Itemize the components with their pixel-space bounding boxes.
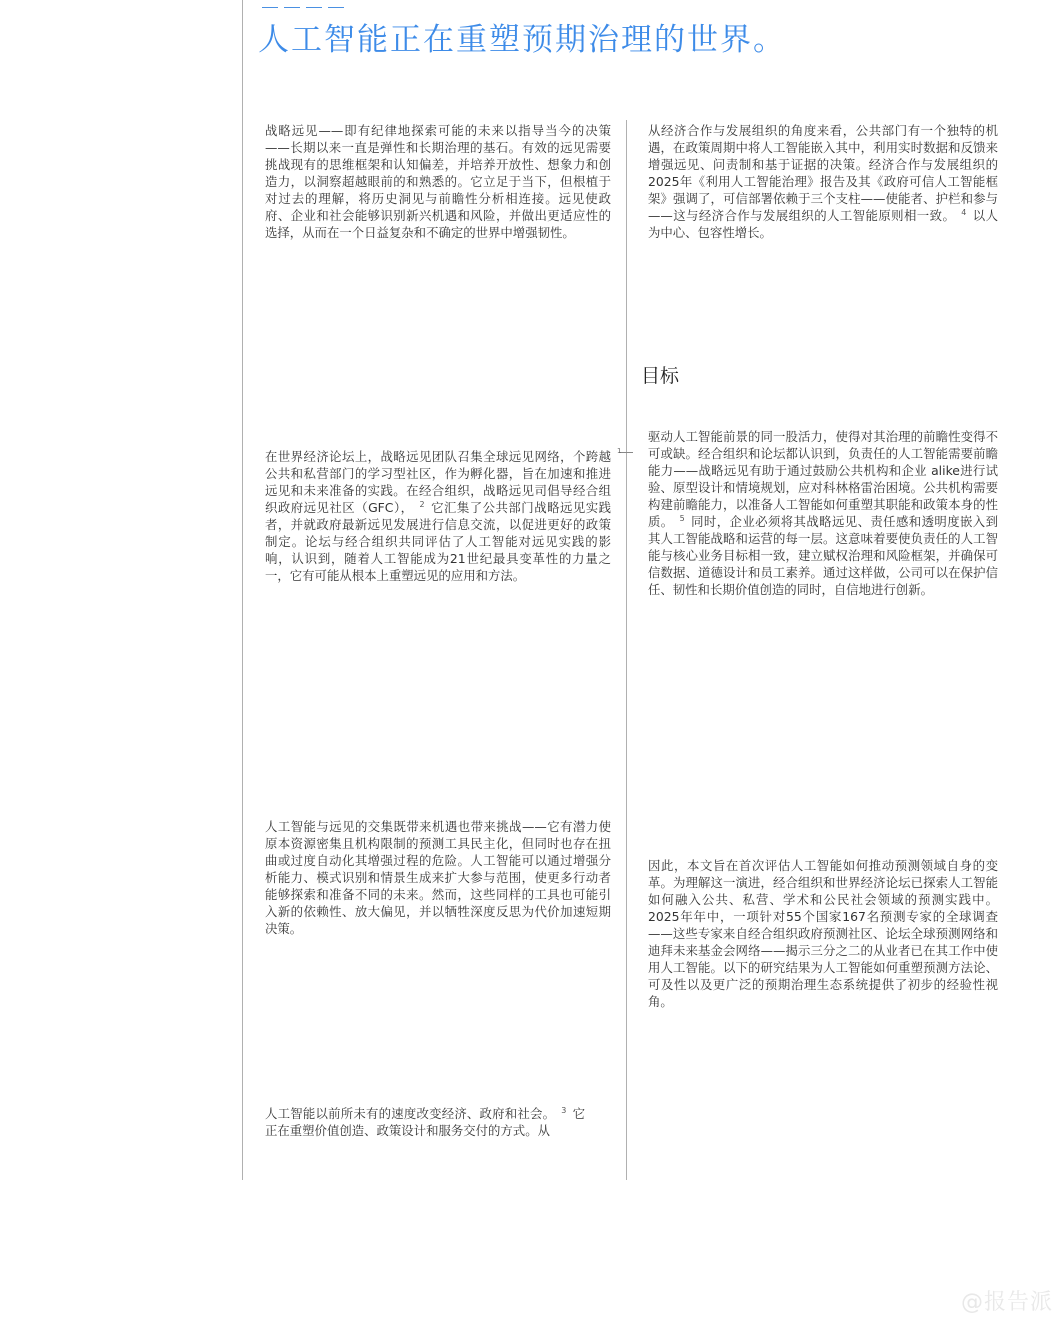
watermark: @报告派 — [960, 1290, 1053, 1315]
right-paragraph-2 — [648, 428, 998, 598]
footnote-ref-5[interactable]: 5 — [679, 513, 685, 523]
paragraph-text: 在世界经济论坛上，战略远见团队召集全球远见网络，个跨越公共和私营部门的学习型社区，作为孵化器，旨在加速和推进远见和未来准备的实践。在经合组织，战略远见司倡导经合组织政府远见社区（GFC）， — [265, 449, 611, 515]
paragraph-text: 驱动人工智能前景的同一股活力，使得对其治理的前瞻性变得不可或缺。经合组织和论坛都认识到，负责任的人工智能需要前瞻能力——战略远见有助于通过鼓励公共机构和企业 alike进行试验、原型设计和情境规划，应对科林格雷治困境。公共机构需要构建前瞻能力，以准备人工智能如何重塑其职能和政策本身的性质。 — [648, 429, 998, 529]
footnote-ref-4[interactable]: 4 — [961, 207, 967, 217]
cropped-header-glyphs — [262, 0, 382, 8]
paragraph-text: 人工智能以前所未有的速度改变经济、政府和社会。 — [265, 1106, 556, 1121]
left-margin-rule — [242, 0, 243, 1180]
section-heading-objectives: 目标 — [641, 365, 680, 387]
paragraph-text: 它正在重塑价值创造、政策设计和服务交付的方式。从 — [265, 1106, 586, 1138]
footnote-ref-3[interactable]: 3 — [561, 1105, 567, 1115]
left-paragraph-1: 战略远见——即有纪律地探索可能的未来以指导当今的决策——长期以来一直是弹性和长期治理的基石。有效的远见需要挑战现有的思维框架和认知偏差，并培养开放性、想象力和创造力，以洞察超越眼前的和熟悉的。它立足于当下，但根植于对过去的理解，将历史洞见与前瞻性分析相连接。远见使政府、企业和社会能够识别新兴机遇和风险，并做出更适应性的选择，从而在一个日益复杂和不确定的世界中增强韧性。 — [265, 123, 611, 240]
paragraph-text: 同时，企业必须将其战略远见、责任感和透明度嵌入到其人工智能战略和运营的每一层。这意味着要使负责任的人工智能与核心业务目标相一致，建立赋权治理和风险框架，并确保可信数据、道德设计和员工素养。通过这样做，公司可以在保护信任、韧性和长期价值创造的同时，自信地进行创新。 — [648, 514, 999, 597]
page-title: 人工智能正在重塑预期治理的世界。 — [258, 22, 786, 58]
left-paragraph-2 — [265, 448, 611, 584]
right-paragraph-1 — [648, 122, 998, 241]
column-divider-rule — [626, 120, 627, 1180]
paragraph-text: 它汇集了公共部门战略远见实践者，并就政府最新远见发展进行信息交流，以促进更好的政策制定。论坛与经合组织共同评估了人工智能对远见实践的影响，认识到，随着人工智能成为21世纪最具变革性的力量之一，它有可能从根本上重塑远见的应用和方法。 — [265, 500, 612, 583]
left-paragraph-3: 人工智能与远见的交集既带来机遇也带来挑战——它有潜力使原本资源密集且机构限制的预测工具民主化，但同时也存在扭曲或过度自动化其增强过程的危险。人工智能可以通过增强分析能力、模式识别和情景生成来扩大参与范围，使更多行动者能够探索和准备不同的未来。然而，这些同样的工具也可能引入新的依赖性、放大偏见，并以牺牲深度反思为代价加速短期决策。 — [265, 819, 611, 936]
footnote-ref-2[interactable]: 2 — [419, 499, 425, 509]
paragraph-text: 以人为中心、包容性增长。 — [648, 208, 999, 240]
paragraph-text: 从经济合作与发展组织的角度来看，公共部门有一个独特的机遇，在政策周期中将人工智能嵌入其中，利用实时数据和反馈来增强远见、问责制和基于证据的决策。经济合作与发展组织的2025年《利用人工智能治理》报告及其《政府可信人工智能框架》强调了，可信部署依赖于三个支柱——使能者、护栏和参与——这与经济合作与发展组织的人工智能原则相一致。 — [648, 123, 998, 223]
right-paragraph-3: 因此，本文旨在首次评估人工智能如何推动预测领域自身的变革。为理解这一演进，经合组织和世界经济论坛已探索人工智能如何融入公共、私营、学术和公民社会领域的预测实践中。2025年年中，一项针对55个国家167名预测专家的全球调查——这些专家来自经合组织政府预测社区、论坛全球预测网络和迪拜未来基金会网络——揭示三分之二的从业者已在其工作中使用人工智能。以下的研究结果为人工智能如何重塑预测方法论、可及性以及更广泛的预期治理生态系统提供了初步的经验性视角。 — [648, 858, 998, 1009]
left-paragraph-4 — [265, 1105, 585, 1139]
margin-mark-label: 1 — [617, 447, 622, 455]
